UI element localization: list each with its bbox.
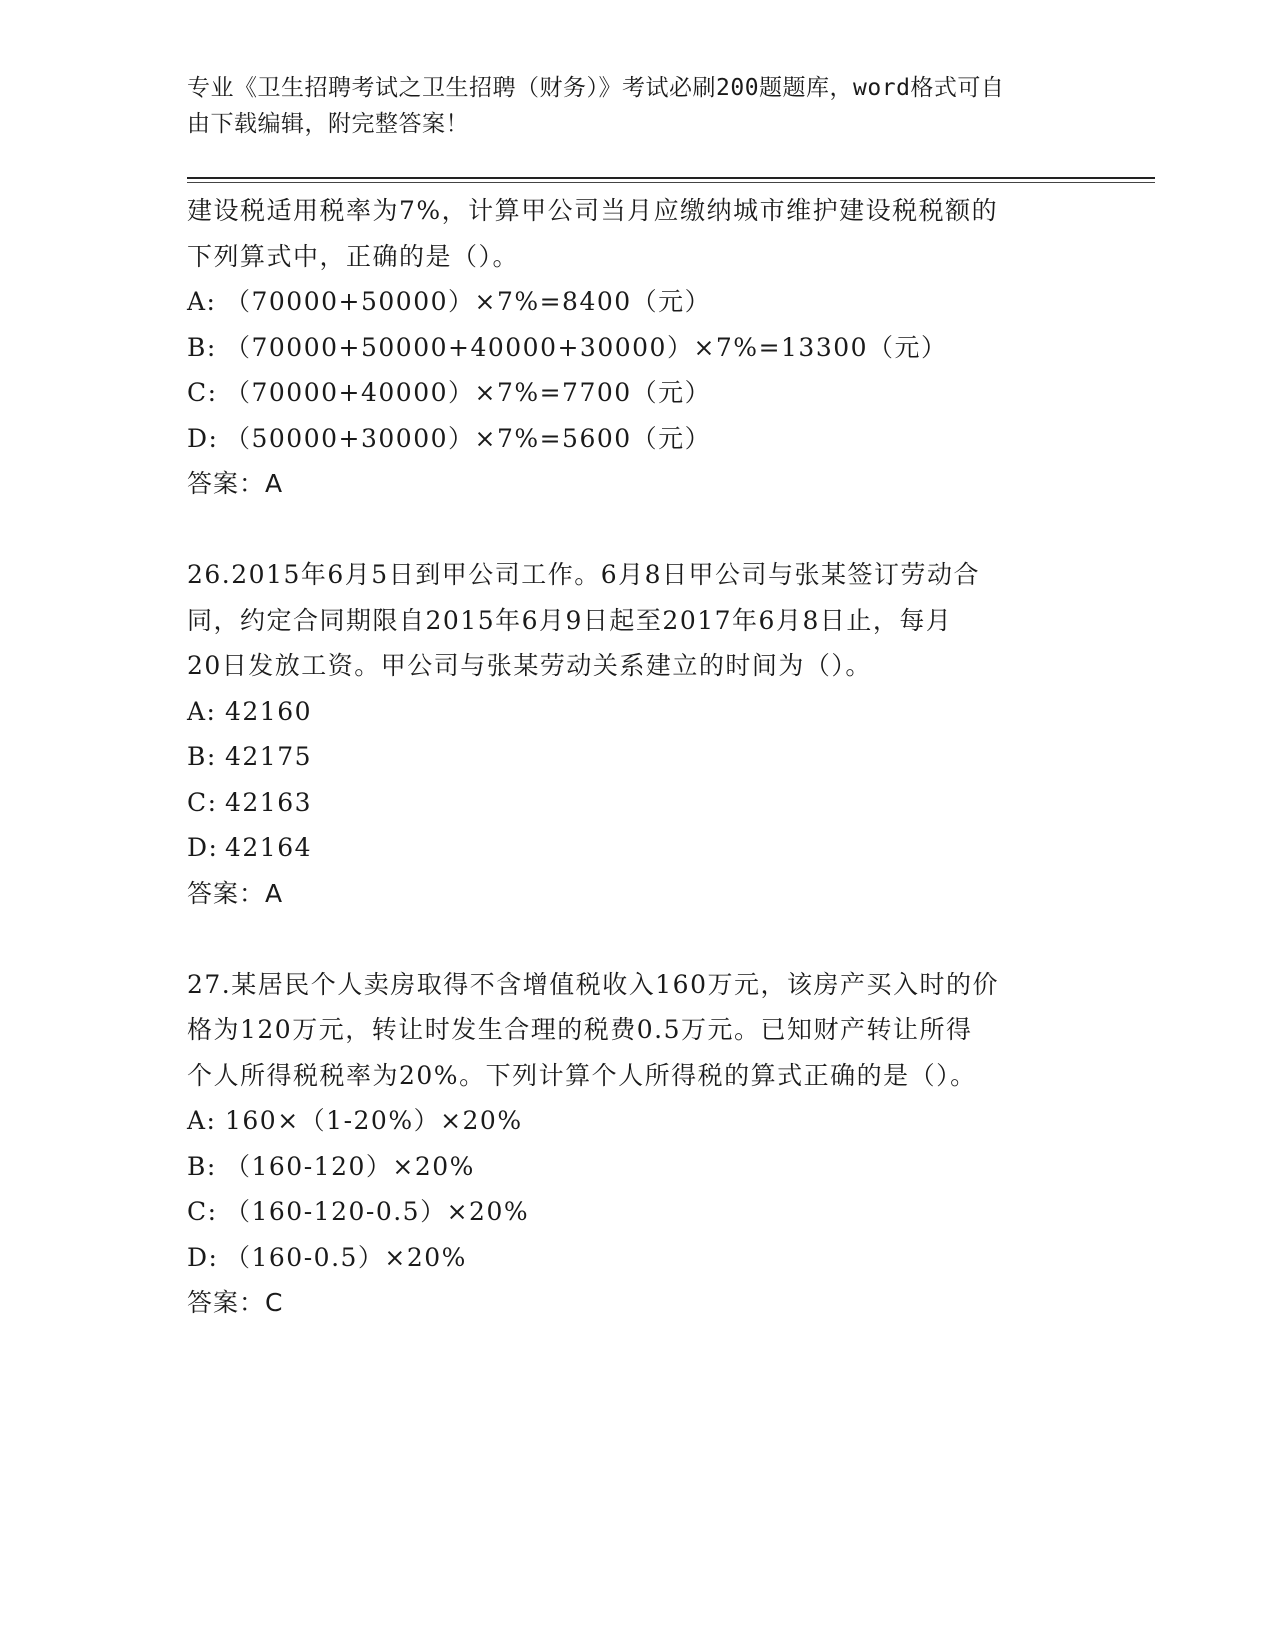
question-stem-line: 个人所得税税率为20%。下列计算个人所得税的算式正确的是（）。 bbox=[187, 1060, 977, 1090]
spacer bbox=[187, 916, 1087, 962]
option-text: 42175 bbox=[225, 742, 313, 771]
question-list bbox=[187, 188, 1087, 1326]
question-stem-line: 下列算式中，正确的是（）。 bbox=[187, 241, 520, 271]
option-label: D: bbox=[187, 1242, 219, 1272]
option-text: （160-0.5）×20% bbox=[225, 1242, 467, 1272]
option-a bbox=[187, 1098, 1087, 1144]
option-label: B: bbox=[187, 742, 217, 771]
question-27 bbox=[187, 962, 1087, 1326]
option-text: 42163 bbox=[225, 787, 313, 817]
question-25 bbox=[187, 188, 1087, 507]
option-text: （160-120-0.5）×20% bbox=[225, 1197, 530, 1226]
option-a bbox=[187, 279, 1087, 325]
option-label: C: bbox=[187, 787, 218, 817]
question-stem-line: 26.2015年6月5日到甲公司工作。6月8日甲公司与张某签订劳动合 bbox=[187, 560, 981, 589]
option-label: B: bbox=[187, 332, 217, 362]
option-label: B: bbox=[187, 1151, 217, 1181]
question-stem-line: 20日发放工资。甲公司与张某劳动关系建立的时间为（）。 bbox=[187, 651, 872, 680]
header-line-1: 专业《卫生招聘考试之卫生招聘（财务）》考试必刷200题题库，word格式可自 bbox=[187, 75, 1005, 101]
option-text: （70000+40000）×7%=7700（元） bbox=[225, 378, 712, 407]
answer-line: 答案：A bbox=[187, 469, 284, 498]
option-b bbox=[187, 734, 1087, 780]
option-d bbox=[187, 1235, 1087, 1281]
answer-line: 答案：A bbox=[187, 878, 284, 908]
option-label: A: bbox=[187, 1106, 217, 1135]
option-b bbox=[187, 1144, 1087, 1190]
answer-line: 答案：C bbox=[187, 1288, 284, 1317]
header-divider-thin bbox=[187, 182, 1155, 183]
spacer bbox=[187, 507, 1087, 553]
option-label: C: bbox=[187, 1197, 218, 1226]
option-text: （160-120）×20% bbox=[225, 1151, 475, 1181]
question-26 bbox=[187, 552, 1087, 916]
option-c bbox=[187, 780, 1087, 826]
option-text: （70000+50000+40000+30000）×7%=13300（元） bbox=[225, 332, 948, 362]
option-d bbox=[187, 825, 1087, 871]
option-label: D: bbox=[187, 423, 219, 453]
option-a bbox=[187, 689, 1087, 735]
option-label: A: bbox=[187, 287, 217, 316]
option-text: （50000+30000）×7%=5600（元） bbox=[225, 423, 712, 453]
option-text: 42164 bbox=[225, 833, 313, 862]
option-text: 42160 bbox=[225, 696, 313, 726]
question-stem-line: 同，约定合同期限自2015年6月9日起至2017年6月8日止，每月 bbox=[187, 605, 953, 635]
header-line-2: 由下载编辑，附完整答案！ bbox=[187, 111, 469, 137]
question-stem-line: 27.某居民个人卖房取得不含增值税收入160万元，该房产买入时的价 bbox=[187, 969, 999, 999]
option-label: D: bbox=[187, 833, 219, 862]
document-header bbox=[187, 70, 1067, 142]
question-stem-line: 格为120万元，转让时发生合理的税费0.5万元。已知财产转让所得 bbox=[187, 1015, 973, 1044]
option-label: A: bbox=[187, 696, 217, 726]
option-d bbox=[187, 416, 1087, 462]
option-text: 160×（1-20%）×20% bbox=[225, 1106, 523, 1135]
option-text: （70000+50000）×7%=8400（元） bbox=[225, 287, 712, 316]
option-c bbox=[187, 370, 1087, 416]
header-divider-thick bbox=[187, 177, 1155, 179]
option-c bbox=[187, 1189, 1087, 1235]
option-label: C: bbox=[187, 378, 218, 407]
question-stem-line: 建设税适用税率为7%，计算甲公司当月应缴纳城市维护建设税税额的 bbox=[187, 196, 999, 225]
option-b bbox=[187, 325, 1087, 371]
